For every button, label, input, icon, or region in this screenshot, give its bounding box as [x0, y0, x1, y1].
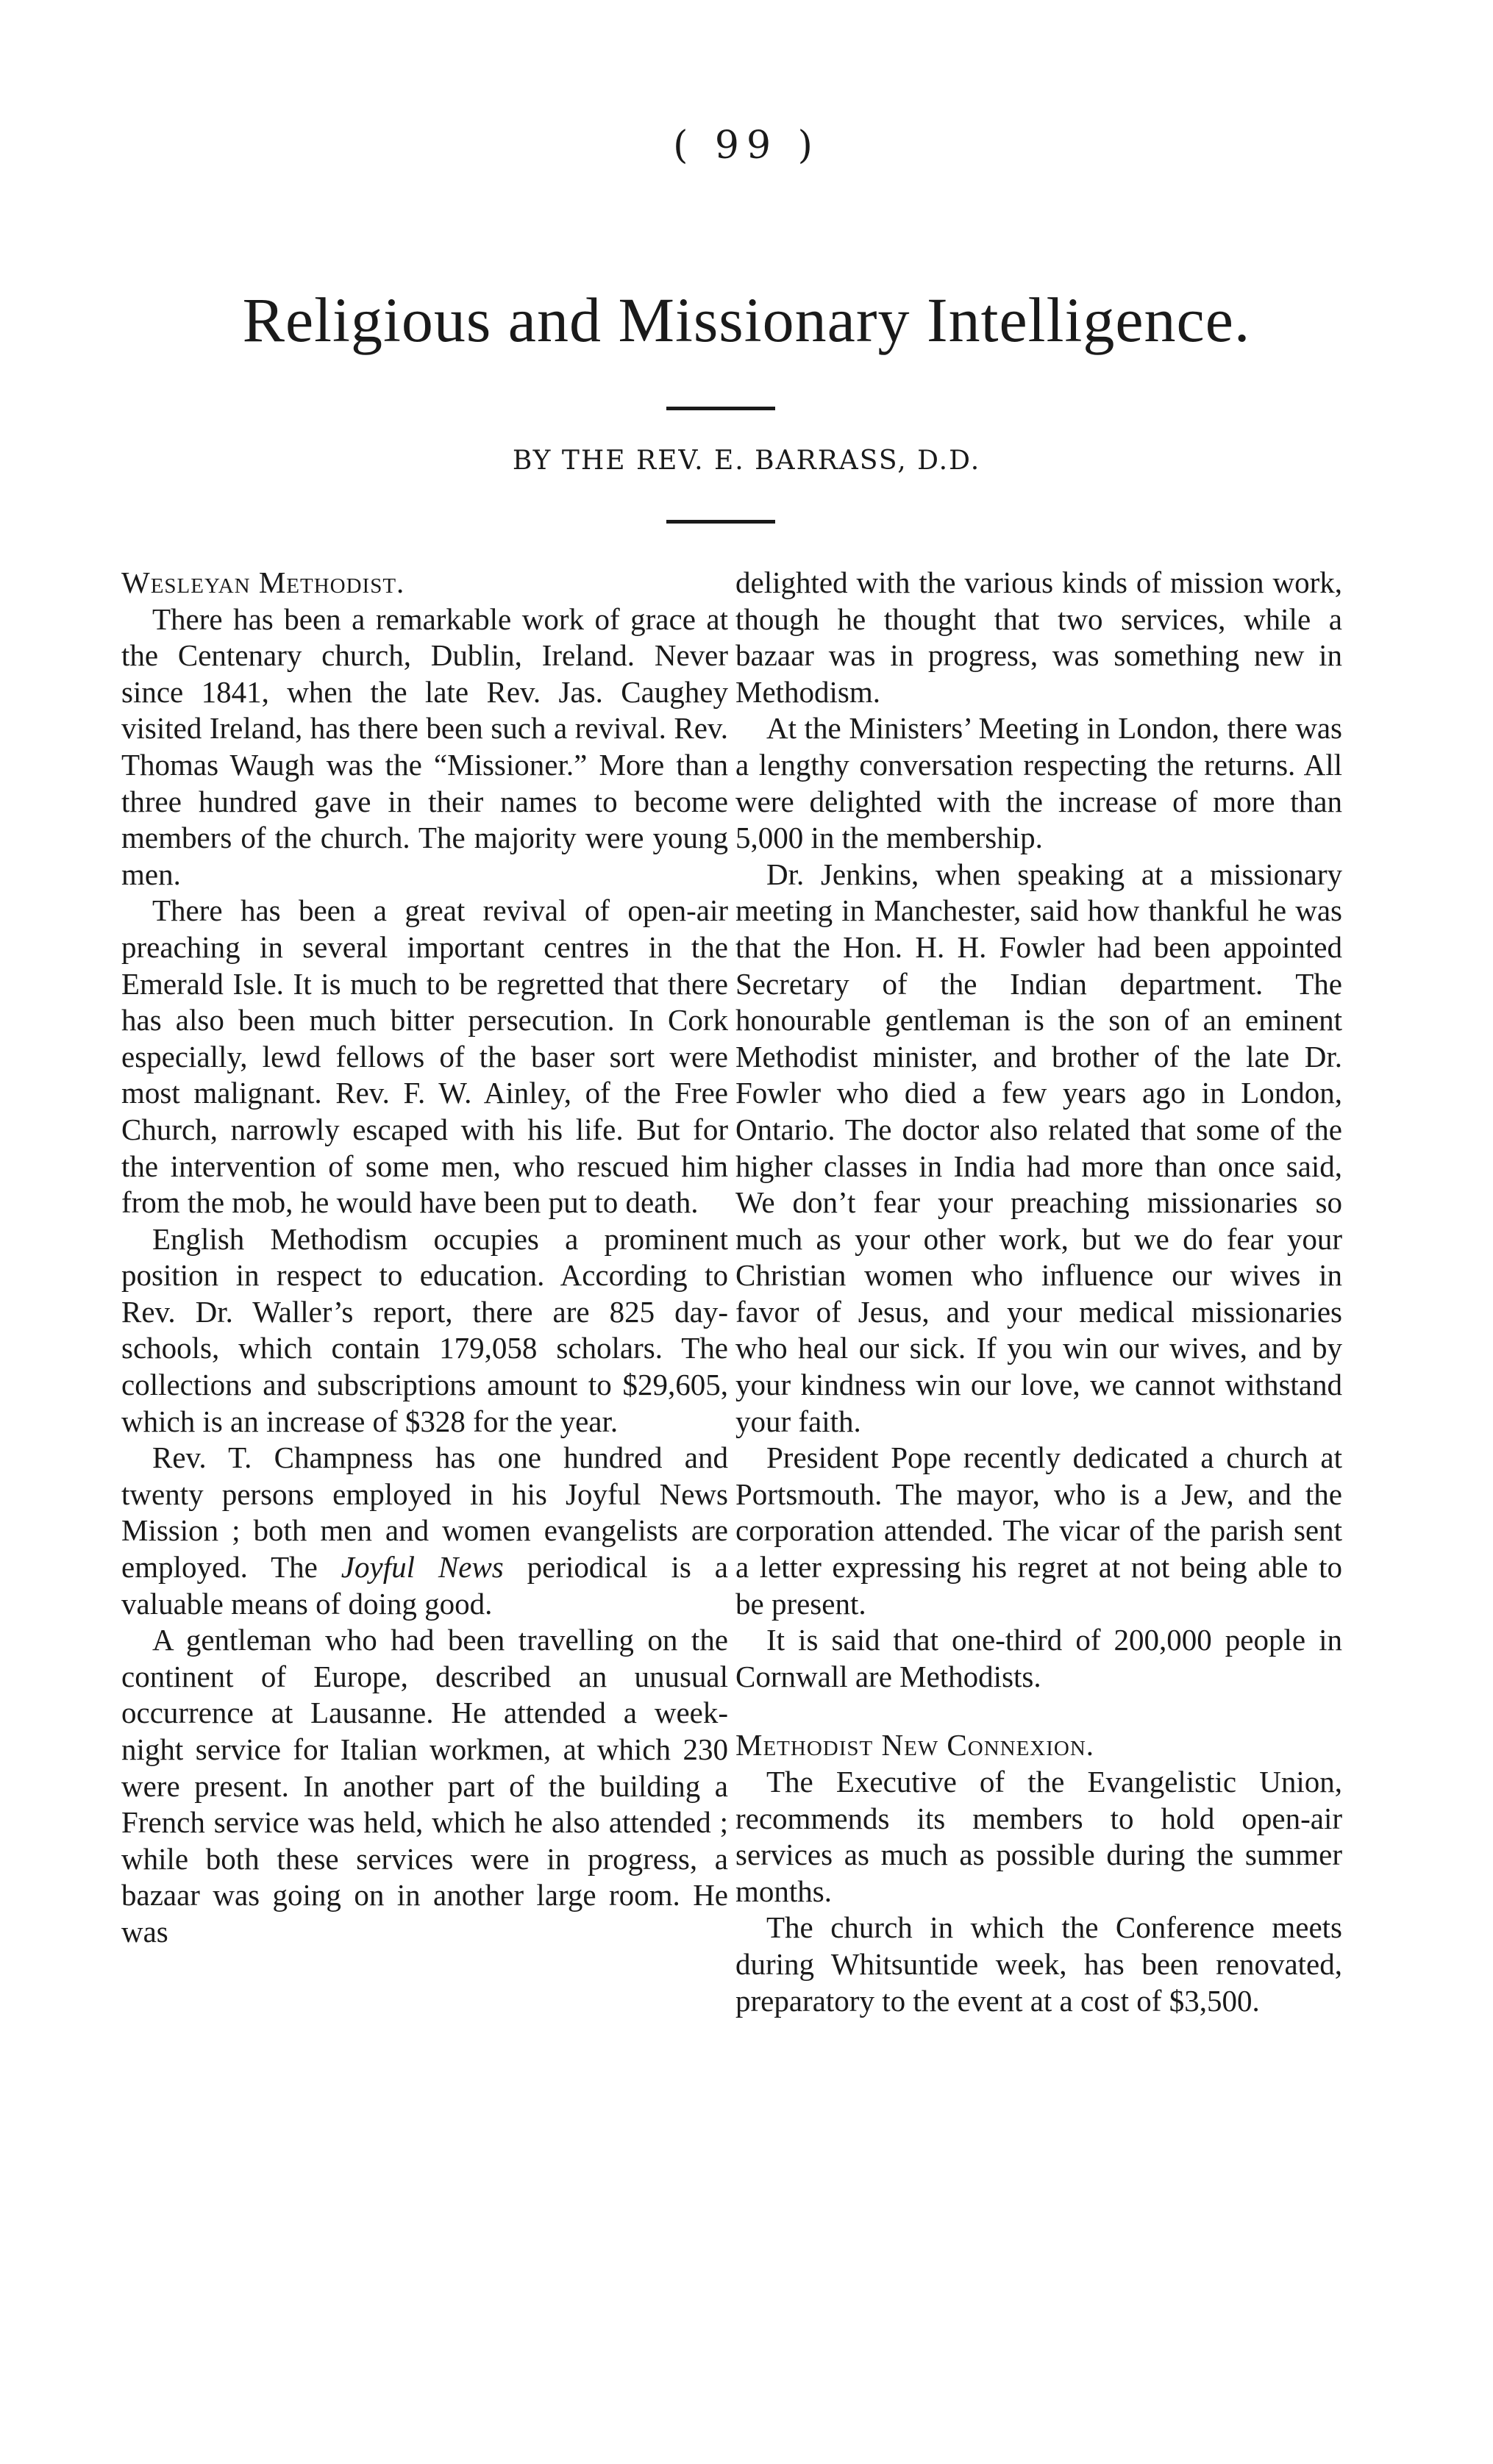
paragraph: [121, 1440, 728, 1622]
article-title: Religious and Missionary Intelligence.: [242, 285, 1251, 355]
paragraph: The Executive of the Evangelistic Union, recommends its members to hold open-air services as much as possible during the summer months.: [735, 1765, 1342, 1908]
section-heading-wesleyan: Wesleyan Methodist.: [121, 565, 405, 599]
byline: BY THE REV. E. BARRASS, D.D.: [512, 446, 981, 476]
paragraph: President Pope recently dedicated a church at Portsmouth. The mayor, who is a Jew, and the corporation attended. The vicar of the parish sent a letter expressing his regret at not being able to be present.: [735, 1440, 1342, 1621]
left-column: [121, 565, 728, 1951]
paragraph-text: periodical is a valuable means of doing good.: [121, 1550, 728, 1621]
page-number: ( 99 ): [673, 124, 820, 168]
paragraph: The church in which the Conference meets during Whitsuntide week, has been renovated, preparatory to the event at a cost of $3,500.: [735, 1910, 1342, 2018]
title-rule-bottom: [666, 520, 775, 524]
right-column: [735, 565, 1342, 2019]
paragraph: A gentleman who had been travelling on the continent of Europe, described an unusual occurrence at Lausanne. He attended a week-night service for Italian workmen, at which 230 were present. In another part of the building a French service was held, which he also attended ; while both these services were in progress, a bazaar was going on in another large room. He was: [121, 1623, 728, 1949]
title-rule-top: [666, 407, 775, 410]
section-heading-new-connexion: Methodist New Connexion.: [735, 1728, 1095, 1763]
paragraph-continued: delighted with the various kinds of mission work, though he thought that two services, while a bazaar was in progress, was something new in Methodism.: [735, 565, 1342, 709]
periodical-title: Joyful News: [341, 1550, 504, 1585]
paragraph: Dr. Jenkins, when speaking at a missionary meeting in Manchester, said how thankful he was that the Hon. H. H. Fowler had been appointed Secretary of the Indian department. The honourable gentleman is the son of an eminent Methodist minister, and brother of the late Dr. Fowler who died a few years ago in London, Ontario. The doctor also related that some of the higher classes in India had more than once said, We don’t fear your preaching missionaries so much as your other work, but we do fear your Christian women who influence our wives in favor of Jesus, and your medical missionaries who heal our sick. If you win our wives, and by your kindness win our love, we cannot withstand your faith.: [735, 857, 1342, 1438]
paragraph: There has been a great revival of open-air preaching in several important centres in the Emerald Isle. It is much to be regretted that there has also been much bitter persecution. In Cork especially, lewd fellows of the baser sort were most malignant. Rev. F. W. Ainley, of the Free Church, narrowly escaped with his life. But for the intervention of some men, who rescued him from the mob, he would have been put to death.: [121, 893, 728, 1220]
paragraph: It is said that one-third of 200,000 people in Cornwall are Methodists.: [735, 1623, 1342, 1693]
paragraph-text: Rev. T. Champness has one hundred and twenty persons employed in his Joyful News Mission ; both men and women evangelists are employed. The: [121, 1440, 728, 1585]
paragraph: English Methodism occupies a prominent position in respect to education. According to Rev. Dr. Waller’s report, there are 825 day-schools, which contain 179,058 scholars. The collections and subscriptions amount to $29,605, which is an increase of $328 for the year.: [121, 1221, 728, 1438]
paragraph: At the Ministers’ Meeting in London, there was a lengthy conversation respecting the returns. All were delighted with the increase of more than 5,000 in the membership.: [735, 711, 1342, 855]
paragraph: There has been a remarkable work of grace at the Centenary church, Dublin, Ireland. Never since 1841, when the late Rev. Jas. Caughey visited Ireland, has there been such a revival. Rev. Thomas Waugh was the “Missioner.” More than three hundred gave in their names to become members of the church. The majority were young men.: [121, 601, 728, 891]
